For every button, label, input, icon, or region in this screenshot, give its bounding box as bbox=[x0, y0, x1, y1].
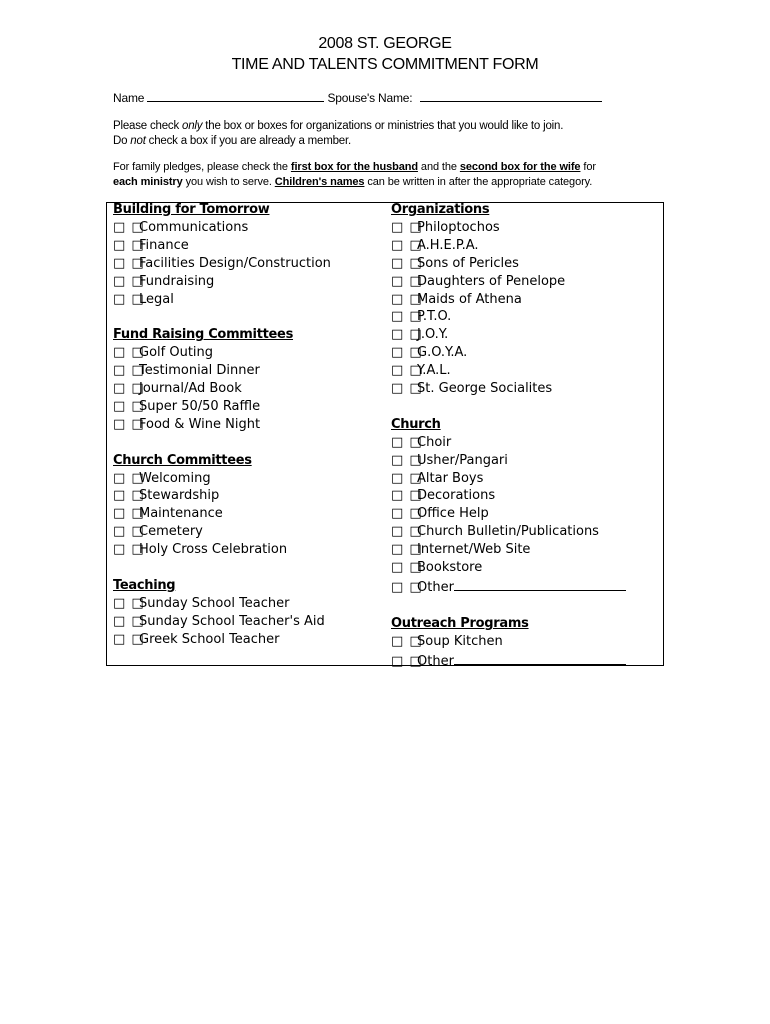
ministry-option-st-george-socialites bbox=[391, 380, 661, 398]
section-spacer bbox=[113, 559, 383, 577]
checkbox-pair[interactable]: □ □ bbox=[113, 273, 145, 289]
form-title: TIME AND TALENTS COMMITMENT FORM bbox=[231, 56, 539, 73]
ministry-option-label: Other bbox=[417, 653, 454, 669]
checkbox-pair[interactable]: □ □ bbox=[113, 291, 145, 307]
checkbox-pair[interactable]: □ □ bbox=[391, 219, 423, 235]
ministry-option-other bbox=[391, 651, 661, 671]
section-heading-teaching: Teaching bbox=[113, 577, 176, 593]
ministry-option-holy-cross-celebration bbox=[113, 541, 383, 559]
section-heading-organizations: Organizations bbox=[391, 202, 490, 217]
ministry-option-label: Sons of Pericles bbox=[417, 255, 519, 271]
childrens-names-text: Children's names bbox=[274, 176, 365, 188]
name-fields-row bbox=[113, 90, 602, 105]
ministry-option-welcoming bbox=[113, 470, 383, 488]
checkbox-pair[interactable]: □ □ bbox=[113, 506, 145, 522]
section-heading-building-for-tomorrow: Building for Tomorrow bbox=[113, 202, 270, 217]
checkbox-pair[interactable]: □ □ bbox=[113, 524, 145, 540]
ministry-option-g-o-y-a bbox=[391, 344, 661, 362]
first-box-husband-text: first box for the husband bbox=[290, 161, 418, 173]
second-box-wife-text: second box for the wife bbox=[459, 161, 581, 173]
ministry-option-label: G.O.Y.A. bbox=[417, 345, 468, 361]
checkbox-pair[interactable]: □ □ bbox=[391, 452, 423, 468]
checkbox-pair[interactable]: □ □ bbox=[391, 488, 423, 504]
ministry-option-label: Holy Cross Celebration bbox=[139, 542, 288, 558]
ministry-option-label: Internet/Web Site bbox=[417, 542, 531, 558]
ministry-option-testimonial-dinner bbox=[113, 362, 383, 380]
other-write-in-field[interactable] bbox=[454, 651, 626, 665]
ministry-option-decorations bbox=[391, 487, 661, 505]
checkbox-pair[interactable]: □ □ bbox=[391, 506, 423, 522]
ministry-option-label: Daughters of Penelope bbox=[417, 273, 566, 289]
ministry-option-label: Journal/Ad Book bbox=[139, 381, 242, 397]
ministry-option-philoptochos bbox=[391, 219, 661, 237]
ministry-option-label: Communications bbox=[139, 219, 249, 235]
ministry-option-label: Office Help bbox=[417, 506, 489, 522]
each-ministry-text: each ministry bbox=[113, 176, 183, 188]
section-heading-church: Church bbox=[391, 416, 441, 432]
checkbox-pair[interactable]: □ □ bbox=[391, 470, 423, 486]
ministry-option-usher-pangari bbox=[391, 452, 661, 470]
ministry-option-label: Sunday School Teacher's Aid bbox=[139, 613, 325, 629]
ministry-option-label: Finance bbox=[139, 237, 189, 253]
ministry-option-label: Bookstore bbox=[417, 560, 483, 576]
ministry-option-church-bulletin-publications bbox=[391, 523, 661, 541]
checkbox-pair[interactable]: □ □ bbox=[391, 309, 423, 325]
ministry-option-label: A.H.E.P.A. bbox=[417, 237, 479, 253]
checkbox-pair[interactable]: □ □ bbox=[113, 345, 145, 361]
ministry-option-label: Sunday School Teacher bbox=[139, 595, 290, 611]
section-spacer bbox=[113, 434, 383, 452]
ministry-option-legal bbox=[113, 291, 383, 309]
ministry-option-daughters-of-penelope bbox=[391, 273, 661, 291]
ministry-option-communications bbox=[113, 219, 383, 237]
instruction-line-2: Do not check a box if you are already a member. bbox=[113, 135, 351, 147]
checkbox-pair[interactable]: □ □ bbox=[391, 653, 423, 669]
checkbox-pair[interactable]: □ □ bbox=[391, 237, 423, 253]
checkbox-pair[interactable]: □ □ bbox=[113, 542, 145, 558]
ministry-option-bookstore bbox=[391, 559, 661, 577]
spouse-name-field[interactable] bbox=[420, 90, 602, 102]
checkbox-pair[interactable]: □ □ bbox=[391, 363, 423, 379]
ministry-option-choir bbox=[391, 434, 661, 452]
checkbox-pair[interactable]: □ □ bbox=[113, 398, 145, 414]
checkbox-pair[interactable]: □ □ bbox=[391, 327, 423, 343]
ministry-option-a-h-e-p-a bbox=[391, 237, 661, 255]
ministry-option-label: Other bbox=[417, 580, 454, 596]
ministry-option-label: Altar Boys bbox=[417, 470, 484, 486]
checkbox-pair[interactable]: □ □ bbox=[113, 613, 145, 629]
ministry-option-internet-web-site bbox=[391, 541, 661, 559]
ministry-option-label: Decorations bbox=[417, 488, 496, 504]
checkbox-pair[interactable]: □ □ bbox=[113, 470, 145, 486]
ministry-option-stewardship bbox=[113, 487, 383, 505]
ministry-option-fundraising bbox=[113, 273, 383, 291]
ministry-option-label: Maids of Athena bbox=[417, 291, 522, 307]
left-ministry-column bbox=[113, 201, 383, 649]
ministry-option-label: Cemetery bbox=[139, 524, 203, 540]
ministry-option-soup-kitchen bbox=[391, 633, 661, 651]
ministry-option-p-t-o bbox=[391, 308, 661, 326]
section-heading-outreach-programs: Outreach Programs bbox=[391, 615, 529, 631]
ministry-option-label: Golf Outing bbox=[139, 345, 214, 361]
checkbox-pair[interactable]: □ □ bbox=[391, 345, 423, 361]
ministry-option-label: Stewardship bbox=[139, 488, 220, 504]
instruction-line-1: Please check only the box or boxes for organizations or ministries that you would like to join. bbox=[113, 120, 564, 132]
ministry-option-y-a-l bbox=[391, 362, 661, 380]
section-spacer bbox=[391, 597, 661, 615]
box-right-border bbox=[663, 202, 664, 666]
name-label: Name bbox=[113, 91, 145, 105]
section-spacer bbox=[113, 308, 383, 326]
family-pledge-note-line-2: each ministry you wish to serve. Children's names can be written in after the appropriate category. bbox=[113, 176, 593, 188]
ministry-option-cemetery bbox=[113, 523, 383, 541]
checkbox-pair[interactable]: □ □ bbox=[391, 524, 423, 540]
ministry-option-label: J.O.Y. bbox=[417, 327, 449, 343]
ministry-option-sunday-school-teacher bbox=[113, 595, 383, 613]
ministry-option-label: St. George Socialites bbox=[417, 381, 553, 397]
name-field[interactable] bbox=[147, 90, 324, 102]
ministry-option-label: Welcoming bbox=[139, 470, 211, 486]
ministry-option-label: Food & Wine Night bbox=[139, 416, 261, 432]
ministry-option-golf-outing bbox=[113, 344, 383, 362]
ministry-option-label: Church Bulletin/Publications bbox=[417, 524, 599, 540]
spouse-name-label: Spouse's Name: bbox=[327, 91, 413, 105]
ministry-option-label: Usher/Pangari bbox=[417, 452, 508, 468]
checkbox-pair[interactable]: □ □ bbox=[113, 237, 145, 253]
ministry-option-sunday-school-teacher-s-aid bbox=[113, 613, 383, 631]
ministry-option-label: Greek School Teacher bbox=[139, 631, 280, 647]
right-ministry-column bbox=[391, 201, 661, 671]
checkbox-pair[interactable]: □ □ bbox=[391, 542, 423, 558]
other-write-in-field[interactable] bbox=[454, 577, 626, 591]
ministry-option-label: Choir bbox=[417, 434, 452, 450]
ministry-option-office-help bbox=[391, 505, 661, 523]
ministry-option-maids-of-athena bbox=[391, 291, 661, 309]
checkbox-pair[interactable]: □ □ bbox=[113, 363, 145, 379]
ministry-option-finance bbox=[113, 237, 383, 255]
ministry-option-label: Fundraising bbox=[139, 273, 215, 289]
ministry-option-label: Super 50/50 Raffle bbox=[139, 398, 261, 414]
checkbox-pair[interactable]: □ □ bbox=[391, 291, 423, 307]
checkbox-pair[interactable]: □ □ bbox=[113, 631, 145, 647]
checkbox-pair[interactable]: □ □ bbox=[113, 488, 145, 504]
checkbox-pair[interactable]: □ □ bbox=[391, 273, 423, 289]
checkbox-pair[interactable]: □ □ bbox=[391, 633, 423, 649]
section-heading-fund-raising-committees: Fund Raising Committees bbox=[113, 327, 294, 343]
ministry-option-label: Soup Kitchen bbox=[417, 633, 503, 649]
ministry-option-label: Facilities Design/Construction bbox=[139, 255, 331, 271]
ministry-option-label: P.T.O. bbox=[417, 309, 452, 325]
instruction-not-emphasis: not bbox=[130, 135, 146, 147]
checkbox-pair[interactable]: □ □ bbox=[113, 416, 145, 432]
checkbox-pair[interactable]: □ □ bbox=[113, 381, 145, 397]
form-title-year: 2008 ST. GEORGE bbox=[318, 35, 452, 52]
instruction-only-emphasis: only bbox=[182, 120, 203, 132]
ministry-option-label: Legal bbox=[139, 291, 174, 307]
ministry-option-other bbox=[391, 577, 661, 597]
ministry-option-label: Testimonial Dinner bbox=[139, 363, 260, 379]
family-pledge-note-line-1: For family pledges, please check the first box for the husband and the second box for the wife for bbox=[113, 161, 596, 173]
checkbox-pair[interactable]: □ □ bbox=[391, 255, 423, 271]
ministry-option-journal-ad-book bbox=[113, 380, 383, 398]
checkbox-pair[interactable]: □ □ bbox=[391, 580, 423, 596]
ministry-option-altar-boys bbox=[391, 470, 661, 488]
ministry-option-label: Maintenance bbox=[139, 506, 223, 522]
checkbox-pair[interactable]: □ □ bbox=[113, 255, 145, 271]
section-spacer bbox=[391, 398, 661, 416]
section-heading-church-committees: Church Committees bbox=[113, 452, 252, 468]
ministry-option-food-wine-night bbox=[113, 416, 383, 434]
ministry-option-greek-school-teacher bbox=[113, 631, 383, 649]
checkbox-pair[interactable]: □ □ bbox=[391, 434, 423, 450]
ministry-option-sons-of-pericles bbox=[391, 255, 661, 273]
ministry-option-label: Philoptochos bbox=[417, 219, 500, 235]
checkbox-pair[interactable]: □ □ bbox=[391, 560, 423, 576]
ministry-option-super-50-50-raffle bbox=[113, 398, 383, 416]
ministry-option-maintenance bbox=[113, 505, 383, 523]
ministry-option-facilities-design-construction bbox=[113, 255, 383, 273]
ministry-option-j-o-y bbox=[391, 326, 661, 344]
checkbox-pair[interactable]: □ □ bbox=[113, 219, 145, 235]
ministry-option-label: Y.A.L. bbox=[417, 363, 451, 379]
checkbox-pair[interactable]: □ □ bbox=[391, 381, 423, 397]
checkbox-pair[interactable]: □ □ bbox=[113, 595, 145, 611]
